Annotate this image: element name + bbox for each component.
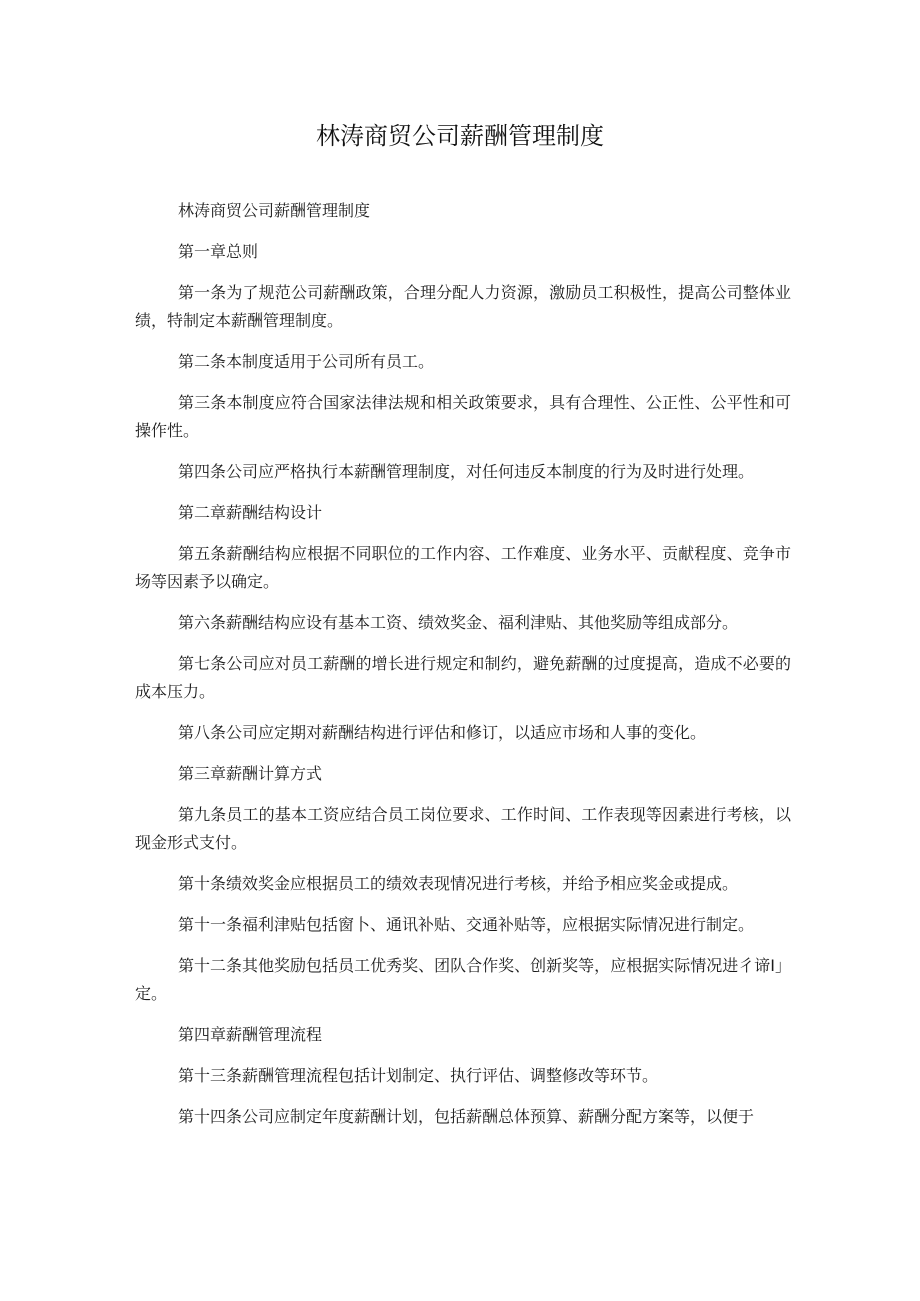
article-6: 第六条薪酬结构应设有基本工资、绩效奖金、福利津贴、其他奖励等组成部分。 (178, 613, 739, 632)
chapter-heading-4: 第四章薪酬管理流程 (178, 1025, 323, 1044)
chapter-heading-2: 第二章薪酬结构设计 (178, 503, 323, 522)
chapter-heading-3: 第三章薪酬计算方式 (178, 764, 323, 783)
article-7: 第七条公司应对员工薪酬的增长进行规定和制约，避免薪酬的过度提高，造成不必要的成本压力。 (135, 654, 791, 701)
document-body (135, 197, 791, 1144)
article-2: 第二条本制度适用于公司所有员工。 (178, 352, 435, 371)
article-13: 第十三条薪酬管理流程包括计划制定、执行评估、调整修改等环节。 (178, 1066, 659, 1085)
article-10: 第十条绩效奖金应根据员工的绩效表现情况进行考核，并给予相应奖金或提成。 (178, 874, 739, 893)
chapter-heading-1: 第一章总则 (178, 242, 259, 261)
article-8: 第八条公司应定期对薪酬结构进行评估和修订，以适应市场和人事的变化。 (178, 723, 707, 742)
article-9: 第九条员工的基本工资应结合员工岗位要求、工作时间、工作表现等因素进行考核，以现金形式支付。 (135, 805, 791, 852)
article-3: 第三条本制度应符合国家法律法规和相关政策要求，具有合理性、公正性、公平性和可操作性。 (135, 393, 791, 440)
article-12: 第十二条其他奖励包括员工优秀奖、团队合作奖、创新奖等，应根据实际情况进彳谛I」定。 (135, 956, 791, 1003)
article-1: 第一条为了规范公司薪酬政策，合理分配人力资源，激励员工积极性，提高公司整体业绩，特制定本薪酬管理制度。 (135, 283, 791, 330)
document-title: 林涛商贸公司薪酬管理制度 (316, 122, 604, 150)
article-4: 第四条公司应严格执行本薪酬管理制度，对任何违反本制度的行为及时进行处理。 (178, 462, 755, 481)
article-14: 第十四条公司应制定年度薪酬计划，包括薪酬总体预算、薪酬分配方案等，以便于 (178, 1107, 755, 1126)
paragraph-doc-name: 林涛商贸公司薪酬管理制度 (178, 201, 371, 220)
article-11: 第十一条福利津贴包括窗卜、通讯补贴、交通补贴等，应根据实际情况进行制定。 (178, 915, 755, 934)
article-5: 第五条薪酬结构应根据不同职位的工作内容、工作难度、业务水平、贡献程度、竞争市场等因素予以确定。 (135, 544, 791, 591)
